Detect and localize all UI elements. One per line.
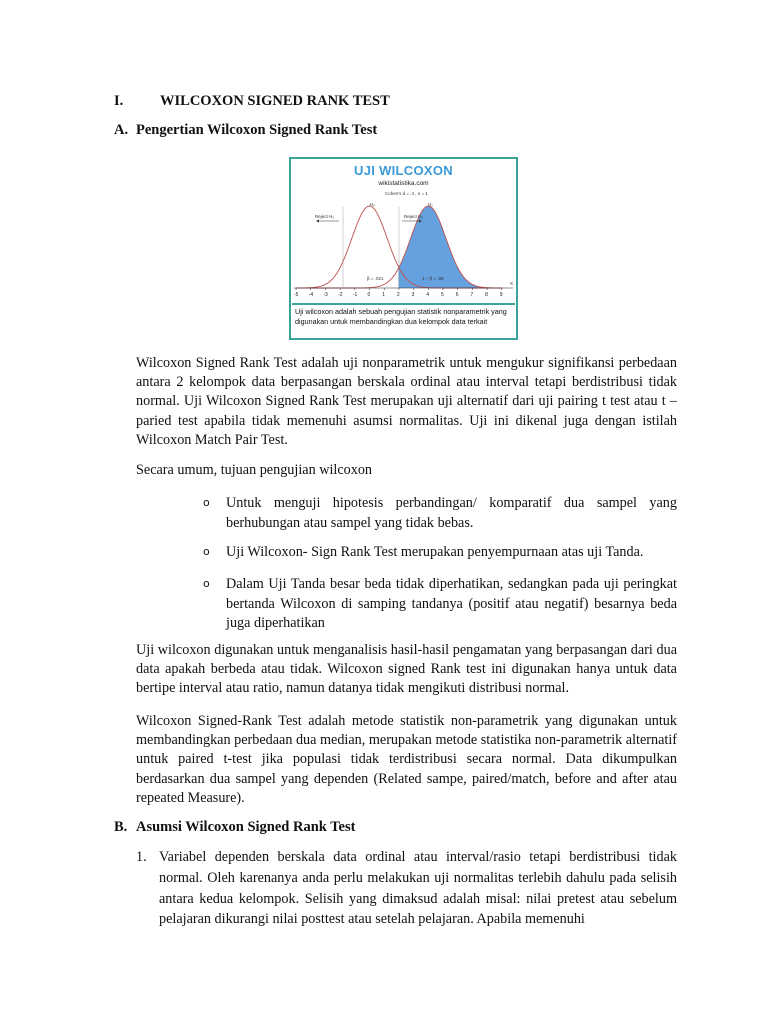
axis-label: X — [510, 281, 514, 286]
section-a-number: A. — [114, 122, 129, 138]
bullet-text: Untuk menguji hipotesis perbandingan/ komparatif dua sampel yang berhubungan atau sampel yang tidak bebas. — [226, 495, 677, 531]
bullet-text: Dalam Uji Tanda besar beda tidak diperhatikan, sedangkan pada uji peringkat bertanda Wilcoxon di samping tandanya (positif atau negatif) besarnya beda juga diperhatikan — [226, 576, 677, 631]
h0-label: H₀ — [370, 202, 376, 207]
beta-label: β = .021 — [367, 276, 384, 281]
axis-tick-label: 4 — [426, 292, 430, 298]
section-b-number: B. — [114, 819, 128, 835]
intro-goal-text: Secara umum, tujuan pengujian wilcoxon — [136, 462, 373, 478]
axis-tick-label: 6 — [455, 292, 459, 298]
axis-ticks — [294, 288, 503, 298]
bullet-marker: o — [203, 496, 210, 509]
axis-tick-label: -2 — [338, 292, 343, 298]
power-label: 1 – β = .98 — [422, 276, 444, 281]
bullet-marker: o — [203, 577, 210, 590]
axis-tick-label: 1 — [382, 292, 385, 298]
main-heading-title: WILCOXON SIGNED RANK TEST — [160, 93, 390, 109]
wilcoxon-figure — [289, 157, 518, 340]
reject-right-label: Reject H₀ — [404, 214, 424, 219]
bullet-item — [203, 575, 677, 634]
axis-tick-label: 7 — [470, 292, 474, 298]
paragraph-definition: Wilcoxon Signed Rank Test adalah uji nonparametrik untuk mengukur signifikansi perbedaan antara 2 kelompok data berpasangan berskala ordinal atau interval tetapi berdistribusi tidak normal. Uji Wilcoxon Signed Rank Test merupakan uji alternatif dari uji pairing t test atau t –paried test apabila tidak memenuhi asumsi normalitas. Uji ini dikenal juga dengan istilah Wilcoxon Match Pair Test. — [136, 355, 677, 448]
axis-tick-label: 2 — [396, 292, 400, 298]
section-a-heading — [114, 122, 377, 139]
reject-left-arrowhead — [316, 220, 319, 223]
main-heading-number: I. — [114, 93, 124, 109]
paragraph-method: Wilcoxon Signed-Rank Test adalah metode statistik non-parametrik yang digunakan untuk membandingkan perbedaan dua median, merupakan metode statistika non-parametrik alternatif untuk paired t-test jika populasi tidak terdistribusi secara normal. Data dikumpulkan berdasarkan dua sampel yang dependen (Related sampe, paired/match, before and after atau repeated Measure). — [136, 713, 677, 806]
cohen-label: Cohen's d = .4 , n = 1 — [385, 191, 428, 196]
bullet-text: Uji Wilcoxon- Sign Rank Test merupakan penyempurnaan atas uji Tanda. — [226, 544, 644, 560]
main-heading — [114, 93, 390, 110]
paragraph-usage: Uji wilcoxon digunakan untuk menganalisis hasil-hasil pengamatan yang berpasangan dari dua data apakah berbeda atau tidak. Wilcoxon signed Rank test ini digunakan hanya untuk data bertipe interval atau ratio, namun datanya tidak mengikuti distribusi normal. — [136, 642, 677, 697]
axis-tick-label: -4 — [308, 292, 314, 298]
axis-tick-label: -5 — [294, 292, 299, 298]
axis-tick-label: 3 — [411, 292, 415, 298]
item-text: Variabel dependen berskala data ordinal atau interval/rasio tetapi berdistribusi tidak normal. Oleh karenanya anda perlu melakukan uji normalitas terlebih dahulu pada selisih antara kedua kelompok. Selisih yang dimaksud adalah misal: nilai pretest atau sebelum pelajaran dikurangi nilai posttest atau setelah pelajaran. Apabila memenuhi — [159, 849, 677, 928]
section-a-title: Pengertian Wilcoxon Signed Rank Test — [136, 122, 378, 138]
axis-tick-label: 0 — [367, 292, 371, 298]
axis-tick-label: 5 — [441, 292, 444, 298]
figure-caption: Uji wilcoxon adalah sebuah pengujian statistik nonparametrik yang digunakan untuk membandingkan dua kelompok data terkait — [292, 303, 515, 338]
bullet-item — [203, 494, 677, 533]
numbered-item — [136, 847, 677, 930]
h1-label: H₁ — [428, 202, 433, 207]
section-b-title: Asumsi Wilcoxon Signed Rank Test — [136, 819, 356, 835]
reject-left-label: Reject H₀ — [315, 214, 335, 219]
figure-site: wikistatistika.com — [378, 180, 429, 187]
axis-tick-label: 8 — [485, 292, 488, 298]
figure-title: UJI WILCOXON — [354, 163, 453, 178]
axis-tick-label: 9 — [499, 292, 503, 298]
section-b-heading — [114, 819, 355, 836]
axis-tick-label: -1 — [352, 292, 358, 298]
bullet-item — [203, 543, 677, 563]
distribution-plot — [291, 187, 516, 303]
item-number: 1. — [136, 849, 147, 865]
bullet-marker: o — [203, 545, 210, 558]
axis-tick-label: -3 — [323, 292, 328, 298]
